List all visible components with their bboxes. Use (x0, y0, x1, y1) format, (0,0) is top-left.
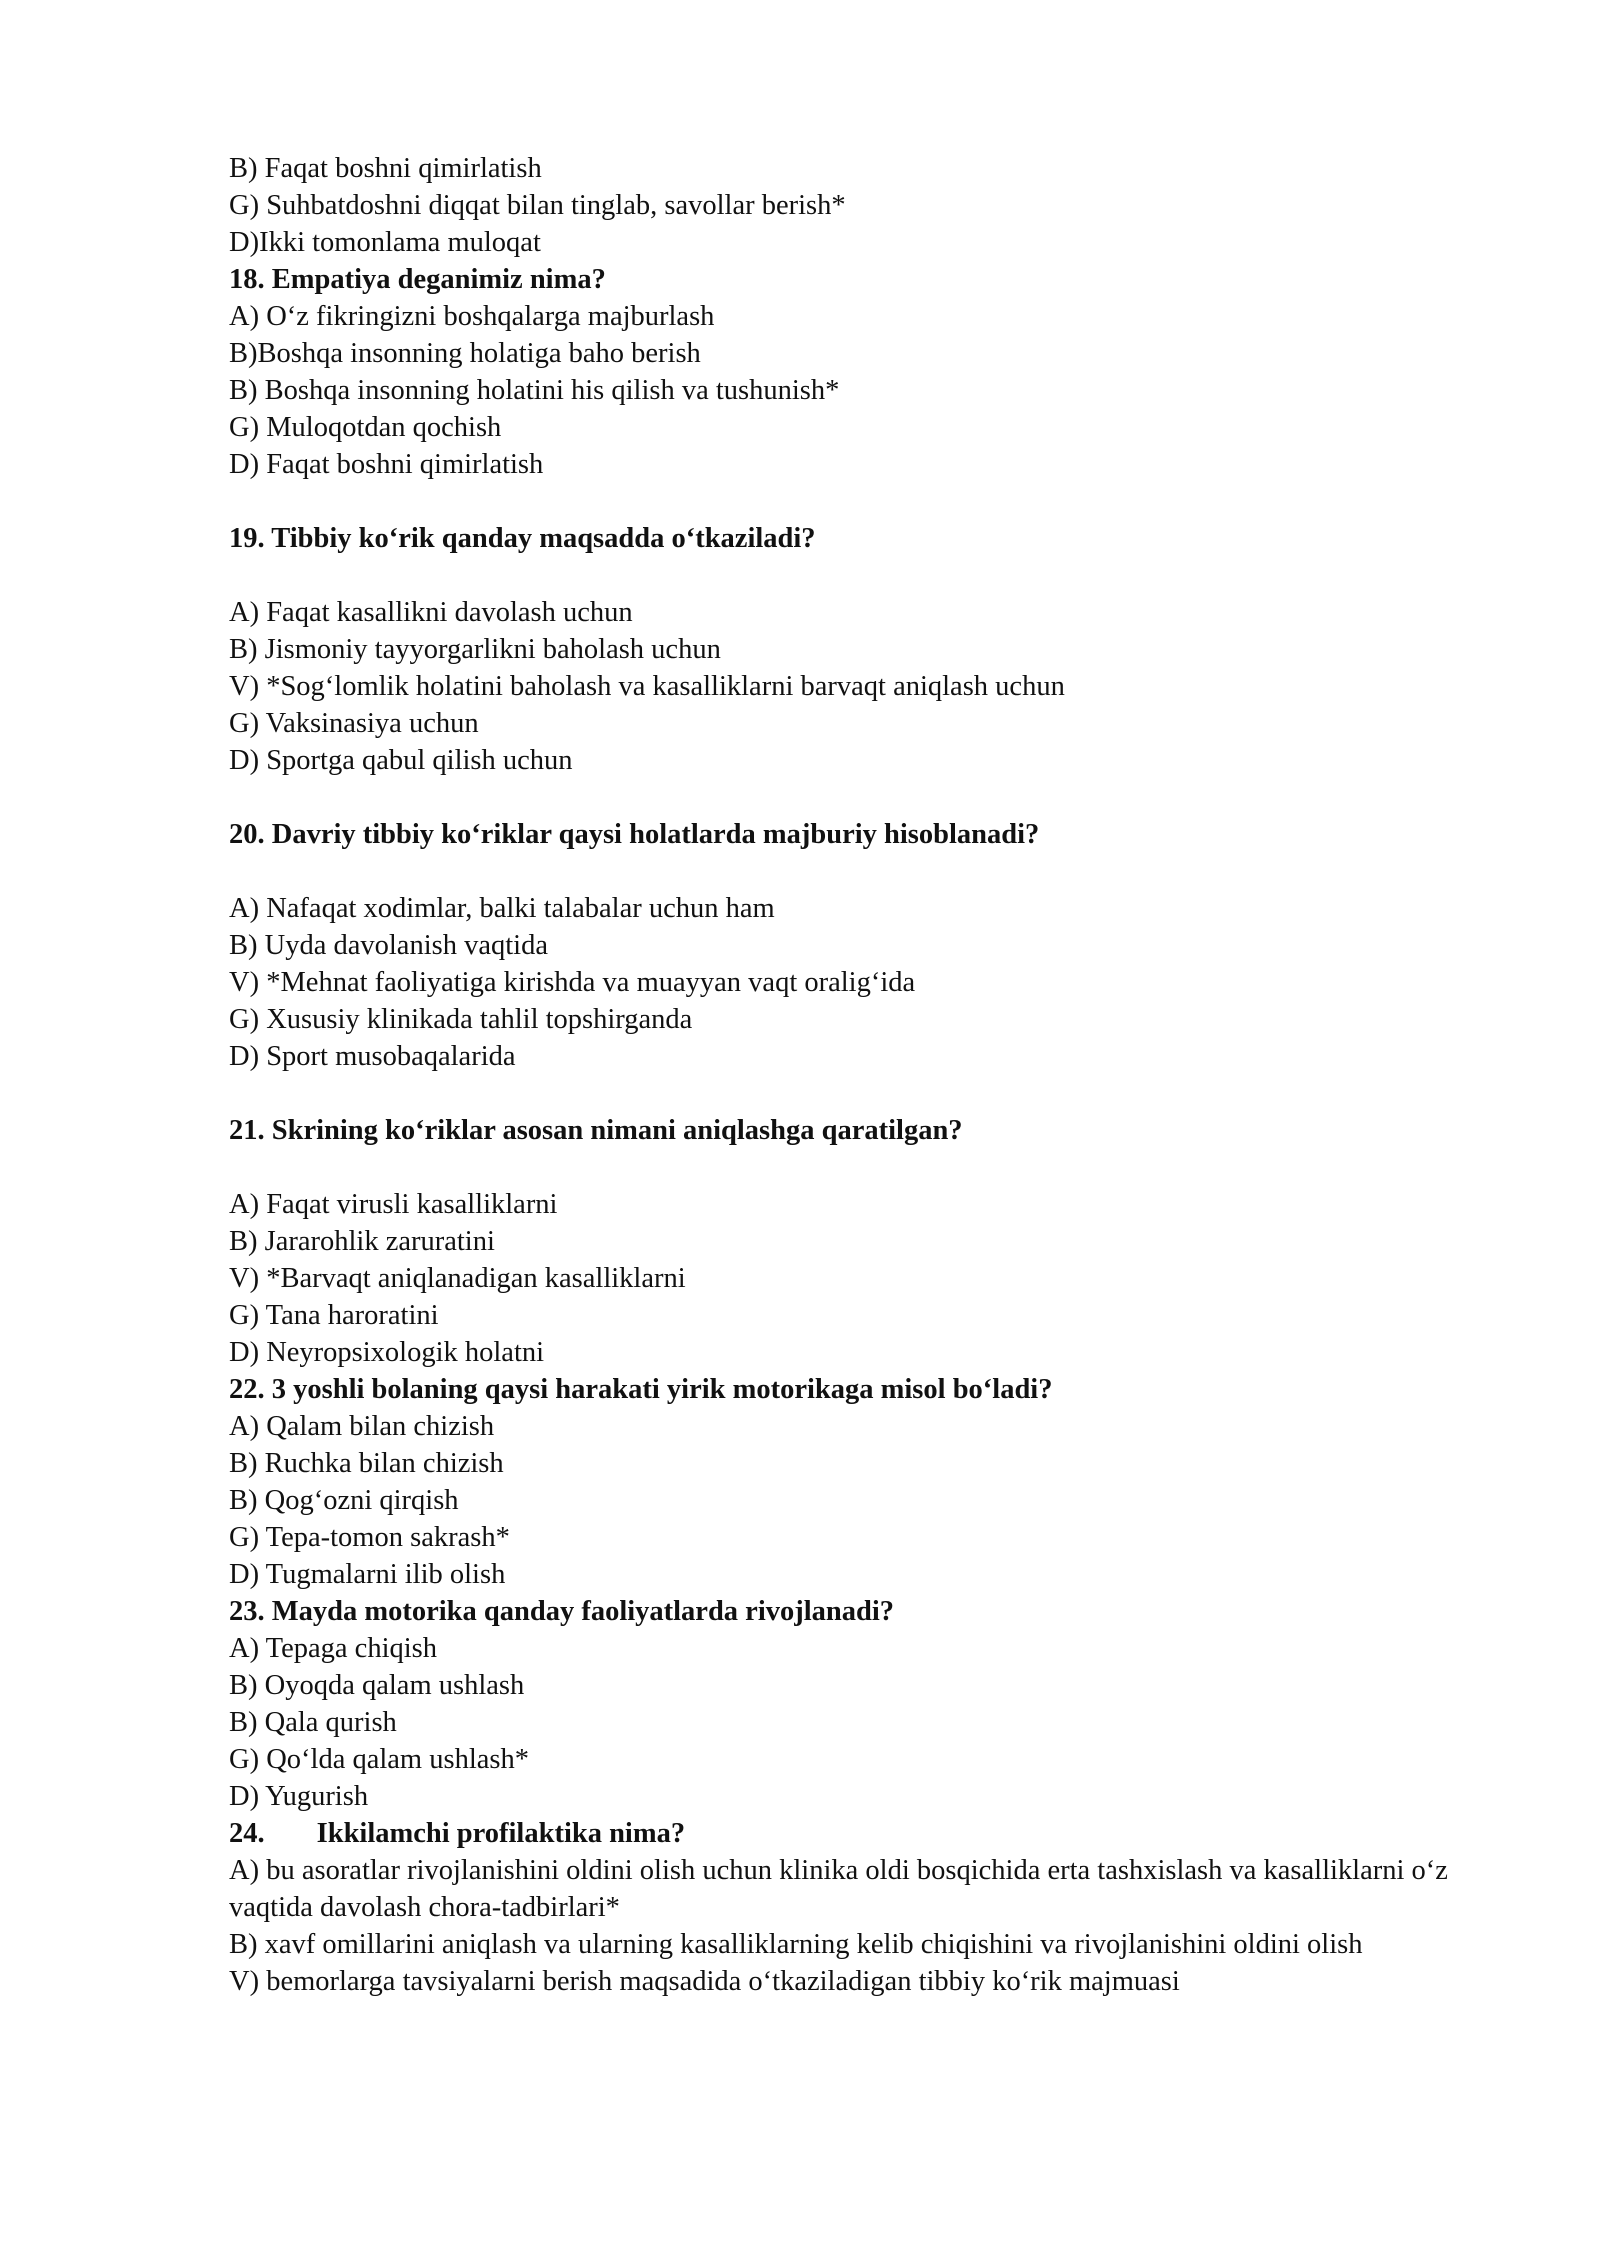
answer-option: B) Qog‘ozni qirqish (229, 1485, 459, 1516)
answer-option: A) Faqat virusli kasalliklarni (229, 1189, 558, 1220)
answer-option: D) Faqat boshni qimirlatish (229, 449, 544, 480)
question-22: 22. 3 yoshli bolaning qaysi harakati yirik motorikaga misol bo‘ladi? (229, 1374, 1053, 1405)
answer-option: B) xavf omillarini aniqlash va ularning kasalliklarning kelib chiqishini va rivojlanishini oldini olish (229, 1929, 1363, 1960)
question-23: 23. Mayda motorika qanday faoliyatlarda rivojlanadi? (229, 1596, 895, 1627)
answer-option: D) Neyropsixologik holatni (229, 1337, 545, 1368)
answer-option: B) Jararohlik zaruratini (229, 1226, 495, 1257)
answer-option: B) Ruchka bilan chizish (229, 1448, 504, 1479)
answer-option: G) Xususiy klinikada tahlil topshirganda (229, 1004, 693, 1035)
answer-option: V) bemorlarga tavsiyalarni berish maqsadida o‘tkaziladigan tibbiy ko‘rik majmuasi (229, 1966, 1180, 1997)
answer-option: B) Jismoniy tayyorgarlikni baholash uchun (229, 634, 721, 665)
answer-option: D) Tugmalarni ilib olish (229, 1559, 506, 1590)
answer-option: A) Nafaqat xodimlar, balki talabalar uchun ham (229, 893, 775, 924)
answer-option: D) Sportga qabul qilish uchun (229, 745, 573, 776)
answer-option: V) *Barvaqt aniqlanadigan kasalliklarni (229, 1263, 686, 1294)
question-number: 24. (229, 1818, 265, 1849)
answer-option: A) Tepaga chiqish (229, 1633, 438, 1664)
answer-option: V) *Sog‘lomlik holatini baholash va kasalliklarni barvaqt aniqlash uchun (229, 671, 1065, 702)
answer-option: B) Uyda davolanish vaqtida (229, 930, 548, 961)
answer-option: B)Boshqa insonning holatiga baho berish (229, 338, 701, 369)
answer-option: D)Ikki tomonlama muloqat (229, 227, 541, 258)
question-18: 18. Empatiya deganimiz nima? (229, 264, 606, 295)
answer-option: G) Qo‘lda qalam ushlash* (229, 1744, 529, 1775)
answer-option: G) Muloqotdan qochish (229, 412, 502, 443)
question-text: Ikkilamchi profilaktika nima? (316, 1818, 686, 1849)
answer-option: G) Suhbatdoshni diqqat bilan tinglab, savollar berish* (229, 190, 846, 221)
answer-option: B) Oyoqda qalam ushlash (229, 1670, 525, 1701)
answer-option: A) Faqat kasallikni davolash uchun (229, 597, 633, 628)
question-24 (229, 1815, 1459, 1852)
question-21: 21. Skrining ko‘riklar asosan nimani aniqlashga qaratilgan? (229, 1115, 963, 1146)
answer-option: A) bu asoratlar rivojlanishini oldini olish uchun klinika oldi bosqichida erta tashxislash va kasalliklarni o‘z vaqtida davolash chora-tadbirlari* (229, 1855, 1448, 1923)
answer-option: D) Sport musobaqalarida (229, 1041, 516, 1072)
document-page (229, 150, 1459, 2000)
question-20: 20. Davriy tibbiy ko‘riklar qaysi holatlarda majburiy hisoblanadi? (229, 819, 1040, 850)
answer-option: B) Qala qurish (229, 1707, 397, 1738)
answer-option: G) Tepa-tomon sakrash* (229, 1522, 510, 1553)
answer-option: A) O‘z fikringizni boshqalarga majburlash (229, 301, 715, 332)
question-19: 19. Tibbiy ko‘rik qanday maqsadda o‘tkaziladi? (229, 523, 816, 554)
answer-option: A) Qalam bilan chizish (229, 1411, 495, 1442)
answer-option: D) Yugurish (229, 1781, 369, 1812)
answer-option: V) *Mehnat faoliyatiga kirishda va muayyan vaqt oralig‘ida (229, 967, 916, 998)
answer-option: G) Tana haroratini (229, 1300, 439, 1331)
answer-option: B) Faqat boshni qimirlatish (229, 153, 542, 184)
answer-option: B) Boshqa insonning holatini his qilish va tushunish* (229, 375, 840, 406)
answer-option: G) Vaksinasiya uchun (229, 708, 479, 739)
